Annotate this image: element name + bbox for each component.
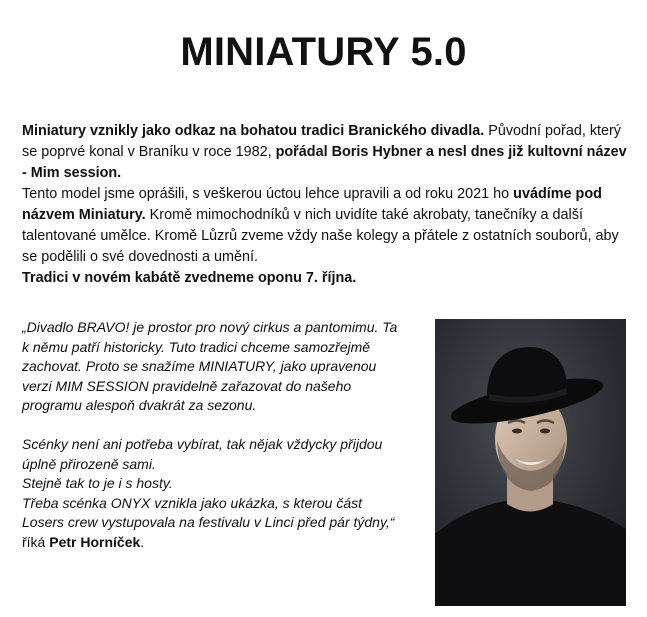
intro-paragraph: [22, 121, 632, 289]
portrait-man-in-hat-icon: [435, 319, 626, 606]
intro-text-2: Tento model jsme oprášili, s veškerou úctou lehce upravili a od roku 2021 ho: [22, 186, 514, 202]
quote-line-3: Třeba scénka ONYX vznikla jako ukázka, s kterou část Losers crew vystupovala na festivalu v Linci před pár týdny,“: [22, 494, 395, 530]
quote-attribution-name: Petr Horníček: [49, 533, 141, 550]
page-title: MINIATURY 5.0: [180, 30, 467, 74]
intro-bold-hybner: pořádal Boris Hybner a nesl dnes již kultovní název - Mim session.: [22, 144, 627, 181]
quote-paragraph-1: „Divadlo BRAVO! je prostor pro nový cirkus a pantomimu. Ta k němu patří historicky. Tuto tradici chceme samozřejmě zachovat. Proto se snažíme MINIATURY, jako upravenou verzi MIM SESSION pravidelně zařazovat do našeho programu alespoň dvakrát za sezonu.: [22, 319, 398, 413]
quote-line-2: Stejně tak to je i s hosty.: [22, 475, 173, 491]
quote-attribution-verb: říká: [22, 533, 50, 550]
intro-bold-lead: Miniatury vznikly jako odkaz na bohatou tradici Branického divadla.: [22, 123, 485, 139]
portrait-photo: [435, 319, 626, 606]
intro-text-3: Kromě mimochodníků v nich uvidíte také akrobaty, tanečníky a další talentované umělce. Kromě Lůzrů zveme vždy naše kolegy a přátele z ostatních souborů, aby se podělili o své dovednosti a umění.: [22, 207, 619, 265]
intro-bold-name: uvádíme pod názvem Miniatury.: [22, 186, 602, 223]
quote-block: [22, 318, 407, 552]
intro-bold-date: Tradici v novém kabátě zvedneme oponu 7. října.: [22, 270, 357, 286]
quote-line-1: Scénky není ani potřeba vybírat, tak nějak vždycky přijdou úplně přirozeně sami.: [22, 436, 383, 472]
quote-attribution-end: .: [140, 533, 145, 550]
intro-text-1: Původní pořad, který se poprvé konal v Braníku v roce 1982,: [22, 123, 622, 160]
